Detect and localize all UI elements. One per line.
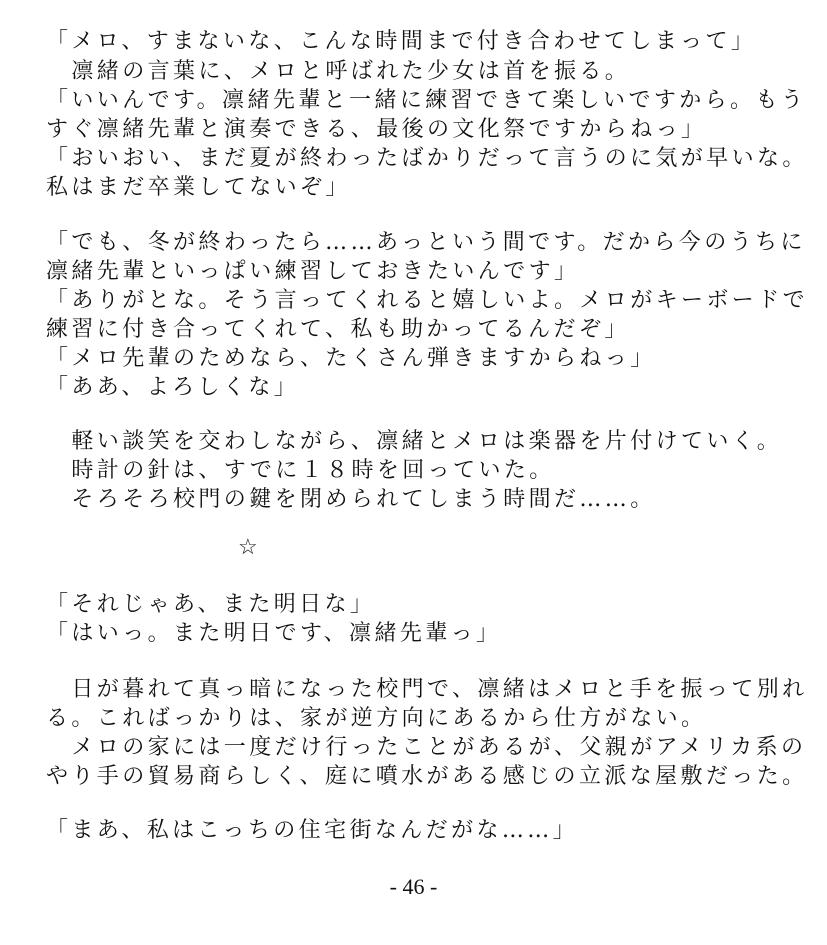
text-line: 「まあ、私はこっちの住宅街なんだがな……」 bbox=[46, 818, 579, 843]
text-line: 軽い談笑を交わしながら、凛緒とメロは楽器を片付けていく。 bbox=[46, 429, 783, 454]
text-line: やり手の貿易商らしく、庭に噴水がある感じの立派な屋敷だった。 bbox=[46, 764, 808, 789]
scene-break-star: ☆ bbox=[238, 535, 258, 560]
text-line: 「いいんです。凛緒先輩と一緒に練習できて楽しいですから。もう bbox=[46, 88, 807, 113]
text-line: る。こればっかりは、家が逆方向にあるから仕方がない。 bbox=[46, 706, 707, 731]
text-line: 「ありがとな。そう言ってくれると嬉しいよ。メロがキーボードで bbox=[46, 288, 809, 313]
text-line: すぐ凛緒先輩と演奏できる、最後の文化祭ですからねっ」 bbox=[46, 117, 707, 142]
text-line: メロの家には一度だけ行ったことがあるが、父親がアメリカ系の bbox=[46, 735, 807, 760]
text-line: 「メロ先輩のためなら、たくさん弾きますからねっ」 bbox=[46, 346, 656, 371]
text-line: 「ああ、よろしくな」 bbox=[46, 375, 300, 400]
page-number: - 46 - bbox=[389, 874, 438, 899]
text-line: 時計の針は、すでに１８時を回っていた。 bbox=[46, 458, 555, 483]
text-line: 日が暮れて真っ暗になった校門で、凛緒はメロと手を振って別れ bbox=[46, 677, 808, 702]
text-line: そろそろ校門の鍵を閉められてしまう時間だ……。 bbox=[46, 487, 656, 512]
text-line: 「それじゃあ、また明日な」 bbox=[46, 592, 376, 617]
text-line: 「はいっ。また明日です、凛緒先輩っ」 bbox=[46, 621, 502, 646]
text-line: 「おいおい、まだ夏が終わったばかりだって言うのに気が早いな。 bbox=[46, 146, 808, 171]
text-line: 私はまだ卒業してないぞ」 bbox=[46, 175, 351, 200]
text-line: 「メロ、すまないな、こんな時間まで付き合わせてしまって」 bbox=[46, 29, 757, 54]
text-line: 凛緒の言葉に、メロと呼ばれた少女は首を振る。 bbox=[46, 59, 631, 84]
text-line: 「でも、冬が終わったら……あっという間です。だから今のうちに bbox=[46, 230, 806, 255]
text-line: 練習に付き合ってくれて、私も助かってるんだぞ」 bbox=[46, 317, 630, 342]
text-line: 凛緒先輩といっぱい練習しておきたいんです」 bbox=[46, 259, 580, 284]
